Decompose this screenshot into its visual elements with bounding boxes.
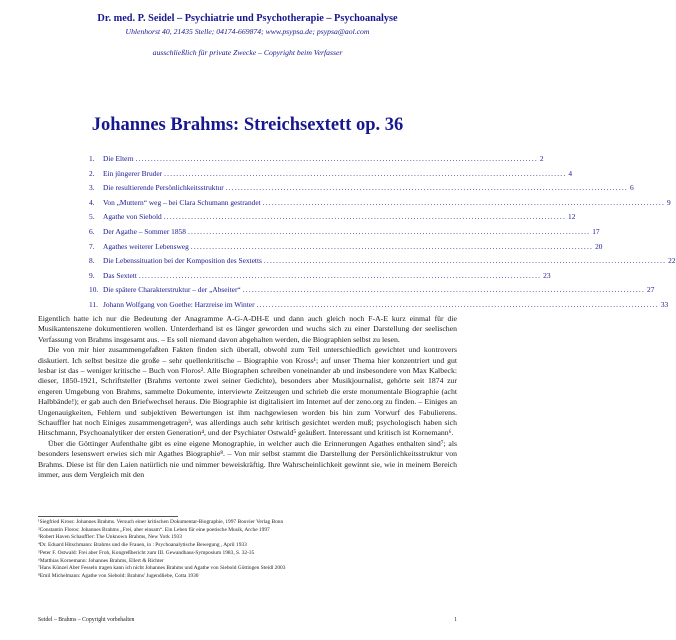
page-number: 1 <box>454 617 457 623</box>
toc-entry-page: 12 <box>568 212 576 222</box>
toc-entry[interactable] <box>89 153 544 168</box>
footnote: ³Robert Haven Schauffler: The Unknown Brahms, New York 1933 <box>38 534 182 541</box>
toc-entry-number: 11. <box>89 299 98 309</box>
toc-leader-dots: .................................................................................................................................... <box>190 241 594 251</box>
footnotes <box>38 519 457 581</box>
footnote-separator <box>38 516 178 517</box>
footnote: ²Constantin Floros: Johannes Brahms „Frei, aber einsam“. Ein Leben für eine poetische Musik, Arche 1997 <box>38 526 270 533</box>
toc-entry-number: 4. <box>89 197 95 207</box>
toc-entry-number: 7. <box>89 241 95 251</box>
toc-entry-number: 8. <box>89 256 95 266</box>
toc-entry-label: Der Agathe – Sommer 1858 <box>103 226 186 236</box>
toc-leader-dots: .................................................................................................................................... <box>164 168 567 178</box>
toc-entry-page: 22 <box>668 256 676 266</box>
toc-entry-number: 3. <box>89 183 95 193</box>
toc-entry-label: Die spätere Charakterstruktur – der „Abseiter“ <box>103 285 241 295</box>
toc-entry[interactable] <box>89 226 600 241</box>
toc-leader-dots: .................................................................................................................................... <box>225 183 628 193</box>
footnote: ⁶Matthias Kornemann: Johannes Brahms, Ellert & Richter <box>38 557 164 564</box>
toc-entry-page: 20 <box>595 241 603 251</box>
letterhead <box>0 12 495 58</box>
toc-entry-page: 27 <box>647 285 655 295</box>
toc-entry-number: 2. <box>89 168 95 178</box>
toc-entry-label: Das Sextett <box>103 270 137 280</box>
toc-entry[interactable] <box>89 168 573 183</box>
toc-entry[interactable] <box>89 182 634 197</box>
document-title: Johannes Brahms: Streichsextett op. 36 <box>91 115 404 135</box>
page-footer <box>38 617 457 623</box>
body-paragraph: Eigentlich hatte ich nur die Bedeutung der Anagramme A-G-A-DH-E und dann auch gleich noch F-A-E kurz einmal für die Musikantenszene dokumentieren wollen. Unterderhand ist es länger geworden und wuchs sich zu einer Darstellung der seelischen Verfassung von Brahms insgesamt aus. – Es soll niemand davon abgehalten werden, die Biographien selbst zu lesen. <box>38 314 457 344</box>
toc-entry-label: Die Eltern <box>103 154 134 163</box>
toc-leader-dots: .................................................................................................................................... <box>135 154 538 163</box>
toc-entry[interactable] <box>89 284 655 299</box>
toc-entry[interactable] <box>89 270 551 285</box>
toc-entry-label: Von „Muttern“ weg – bei Clara Schumann gestrandet <box>103 197 261 207</box>
toc-entry[interactable] <box>89 211 576 226</box>
body-paragraph: Über die Göttinger Aufenthalte gibt es eine eigene Monographie, in welcher auch die Erinnerungen Agathes enthalten sind⁷; als besonders lesenswert erwies sich mir Agathes Biographie⁸. – Von mir selbst stammt die Darstellung der Persönlichkeitsstruktur von Brahms. Diese ist für den Laien natürlich nie und nimmer beweiskräftig. Ihre Wahrscheinlichkeit gewinnt sie, wie in meinem Bereich immer, aus dem Vergleich mit den <box>38 438 457 480</box>
letterhead-title: Dr. med. P. Seidel – Psychiatrie und Psychotherapie – Psychoanalyse <box>97 13 398 24</box>
footnote: ⁴Dr. Eduard Hitschmann: Brahms und die Frauen, in : Psychoanalytische Bewegung , April 1933 <box>38 542 247 549</box>
toc-entry[interactable] <box>89 255 676 270</box>
footnote: ⁸Emil Michelmann: Agathe von Siebold: Brahms' Jugendliebe, Cotta 1930 <box>38 572 199 579</box>
toc-entry-page: 2 <box>539 154 544 163</box>
letterhead-address: Uhlenhorst 40, 21435 Stelle; 04174-669874; www.psypsa.de; psypsa@aol.com <box>125 27 370 36</box>
body-text <box>38 314 457 481</box>
footer-copyright: Seidel – Brahms – Copyright vorbehalten <box>38 617 135 623</box>
footnote: ⁵Peter F. Ostwald: Frei aber Froh, Kongreßbericht zum III. Gewandhaus-Symposium 1983, S. 32-35 <box>38 549 255 556</box>
toc-entry-label: Agathe von Siebold <box>103 212 162 222</box>
toc-entry-number: 9. <box>89 270 95 280</box>
toc-leader-dots: .................................................................................................................................... <box>138 270 542 280</box>
toc-leader-dots: .................................................................................................................................... <box>263 256 667 266</box>
toc-entry-number: 6. <box>89 226 95 236</box>
footnote: ¹Siegfried Kross: Johannes Brahms. Versuch einer kritischen Dokumentar-Biographie, 1997 Bouvier Verlag Bonn <box>38 519 284 525</box>
body-paragraph: Die von mir hier zusammengefaßten Fakten finden sich überall, obwohl zum Teil unterschiedlich gewichtet und kontrovers diskutiert. Ich selbst besitze die große – sehr quellenkritische – Biographie von Kross¹; auf unser Thema hier konzentriert und gut lesbar ist das – weniger kritische – Buch von Floros². Alle Biographen schreiben voneinander ab und insbesondere von Max Kalbeck: dieser, 1850-1921, Schriftsteller (Brahms vertonte zwei seiner Gedichte), besonders aber Musikjournalist, gehörte seit 1874 zur engeren Umgebung von Brahms, sammelte Dokumente, interviewte Zeitzeugen und schrieb die erste monumentale Biographie (acht Halbbände!); er gab auch den Briefwechsel heraus. Die Biographie ist digitalisiert im Internet auf der zeno.org zu finden. – Einiges an Ungenauigkeiten, Fehlern und subjektiven Bewertungen ist ihm nachgewiesen worden bis hin zum Vorwurf des Fabulierens. Schauffler hat noch Einiges zusammengetragen³, was allerdings auch sehr kritisch gesichtet werden muß; psychologisch haben sich Hitschmann, Psychoanalytiker der ersten Generation⁴, und der Psychiater Ostwald⁵ geäußert. Interessant und kritisch ist Kornemann⁶. <box>38 345 457 438</box>
toc-leader-dots: .................................................................................................................................... <box>187 226 591 236</box>
toc-entry-page: 6 <box>629 183 634 193</box>
toc-leader-dots: .................................................................................................................................... <box>256 299 659 309</box>
toc-entry-page: 33 <box>660 299 669 309</box>
toc-entry-page: 17 <box>592 226 600 236</box>
toc-entry[interactable] <box>89 299 669 314</box>
toc-entry-number: 5. <box>89 212 95 222</box>
toc-entry-page: 4 <box>568 168 573 178</box>
toc-entry-label: Agathes weiterer Lebensweg <box>103 241 189 251</box>
toc-leader-dots: .................................................................................................................................... <box>163 212 567 222</box>
toc-entry-label: Ein jüngerer Bruder <box>103 168 163 178</box>
toc-entry-page: 23 <box>543 270 551 280</box>
table-of-contents <box>89 153 676 314</box>
toc-leader-dots: .................................................................................................................................... <box>242 285 645 295</box>
toc-entry-number: 1. <box>89 154 95 163</box>
copyright-note: ausschließlich für private Zwecke – Copyright beim Verfasser <box>152 48 343 57</box>
footnote: ⁷Hans Künzel Aber Fesseln tragen kann ich nicht Johannes Brahms und Agathe von Siebold Göttingen Steidl 2003 <box>38 565 286 572</box>
toc-entry-label: Die resultierende Persönlichkeitsstruktur <box>103 183 224 193</box>
toc-entry-page: 9 <box>667 197 671 207</box>
toc-entry-number: 10. <box>89 285 99 295</box>
toc-entry[interactable] <box>89 241 603 256</box>
toc-entry-label: Die Lebenssituation bei der Komposition des Sextetts <box>103 256 262 266</box>
toc-entry-label: Johann Wolfgang von Goethe: Harzreise im Winter <box>103 299 255 309</box>
toc-entry[interactable] <box>89 197 671 212</box>
toc-leader-dots: .................................................................................................................................... <box>262 197 665 207</box>
